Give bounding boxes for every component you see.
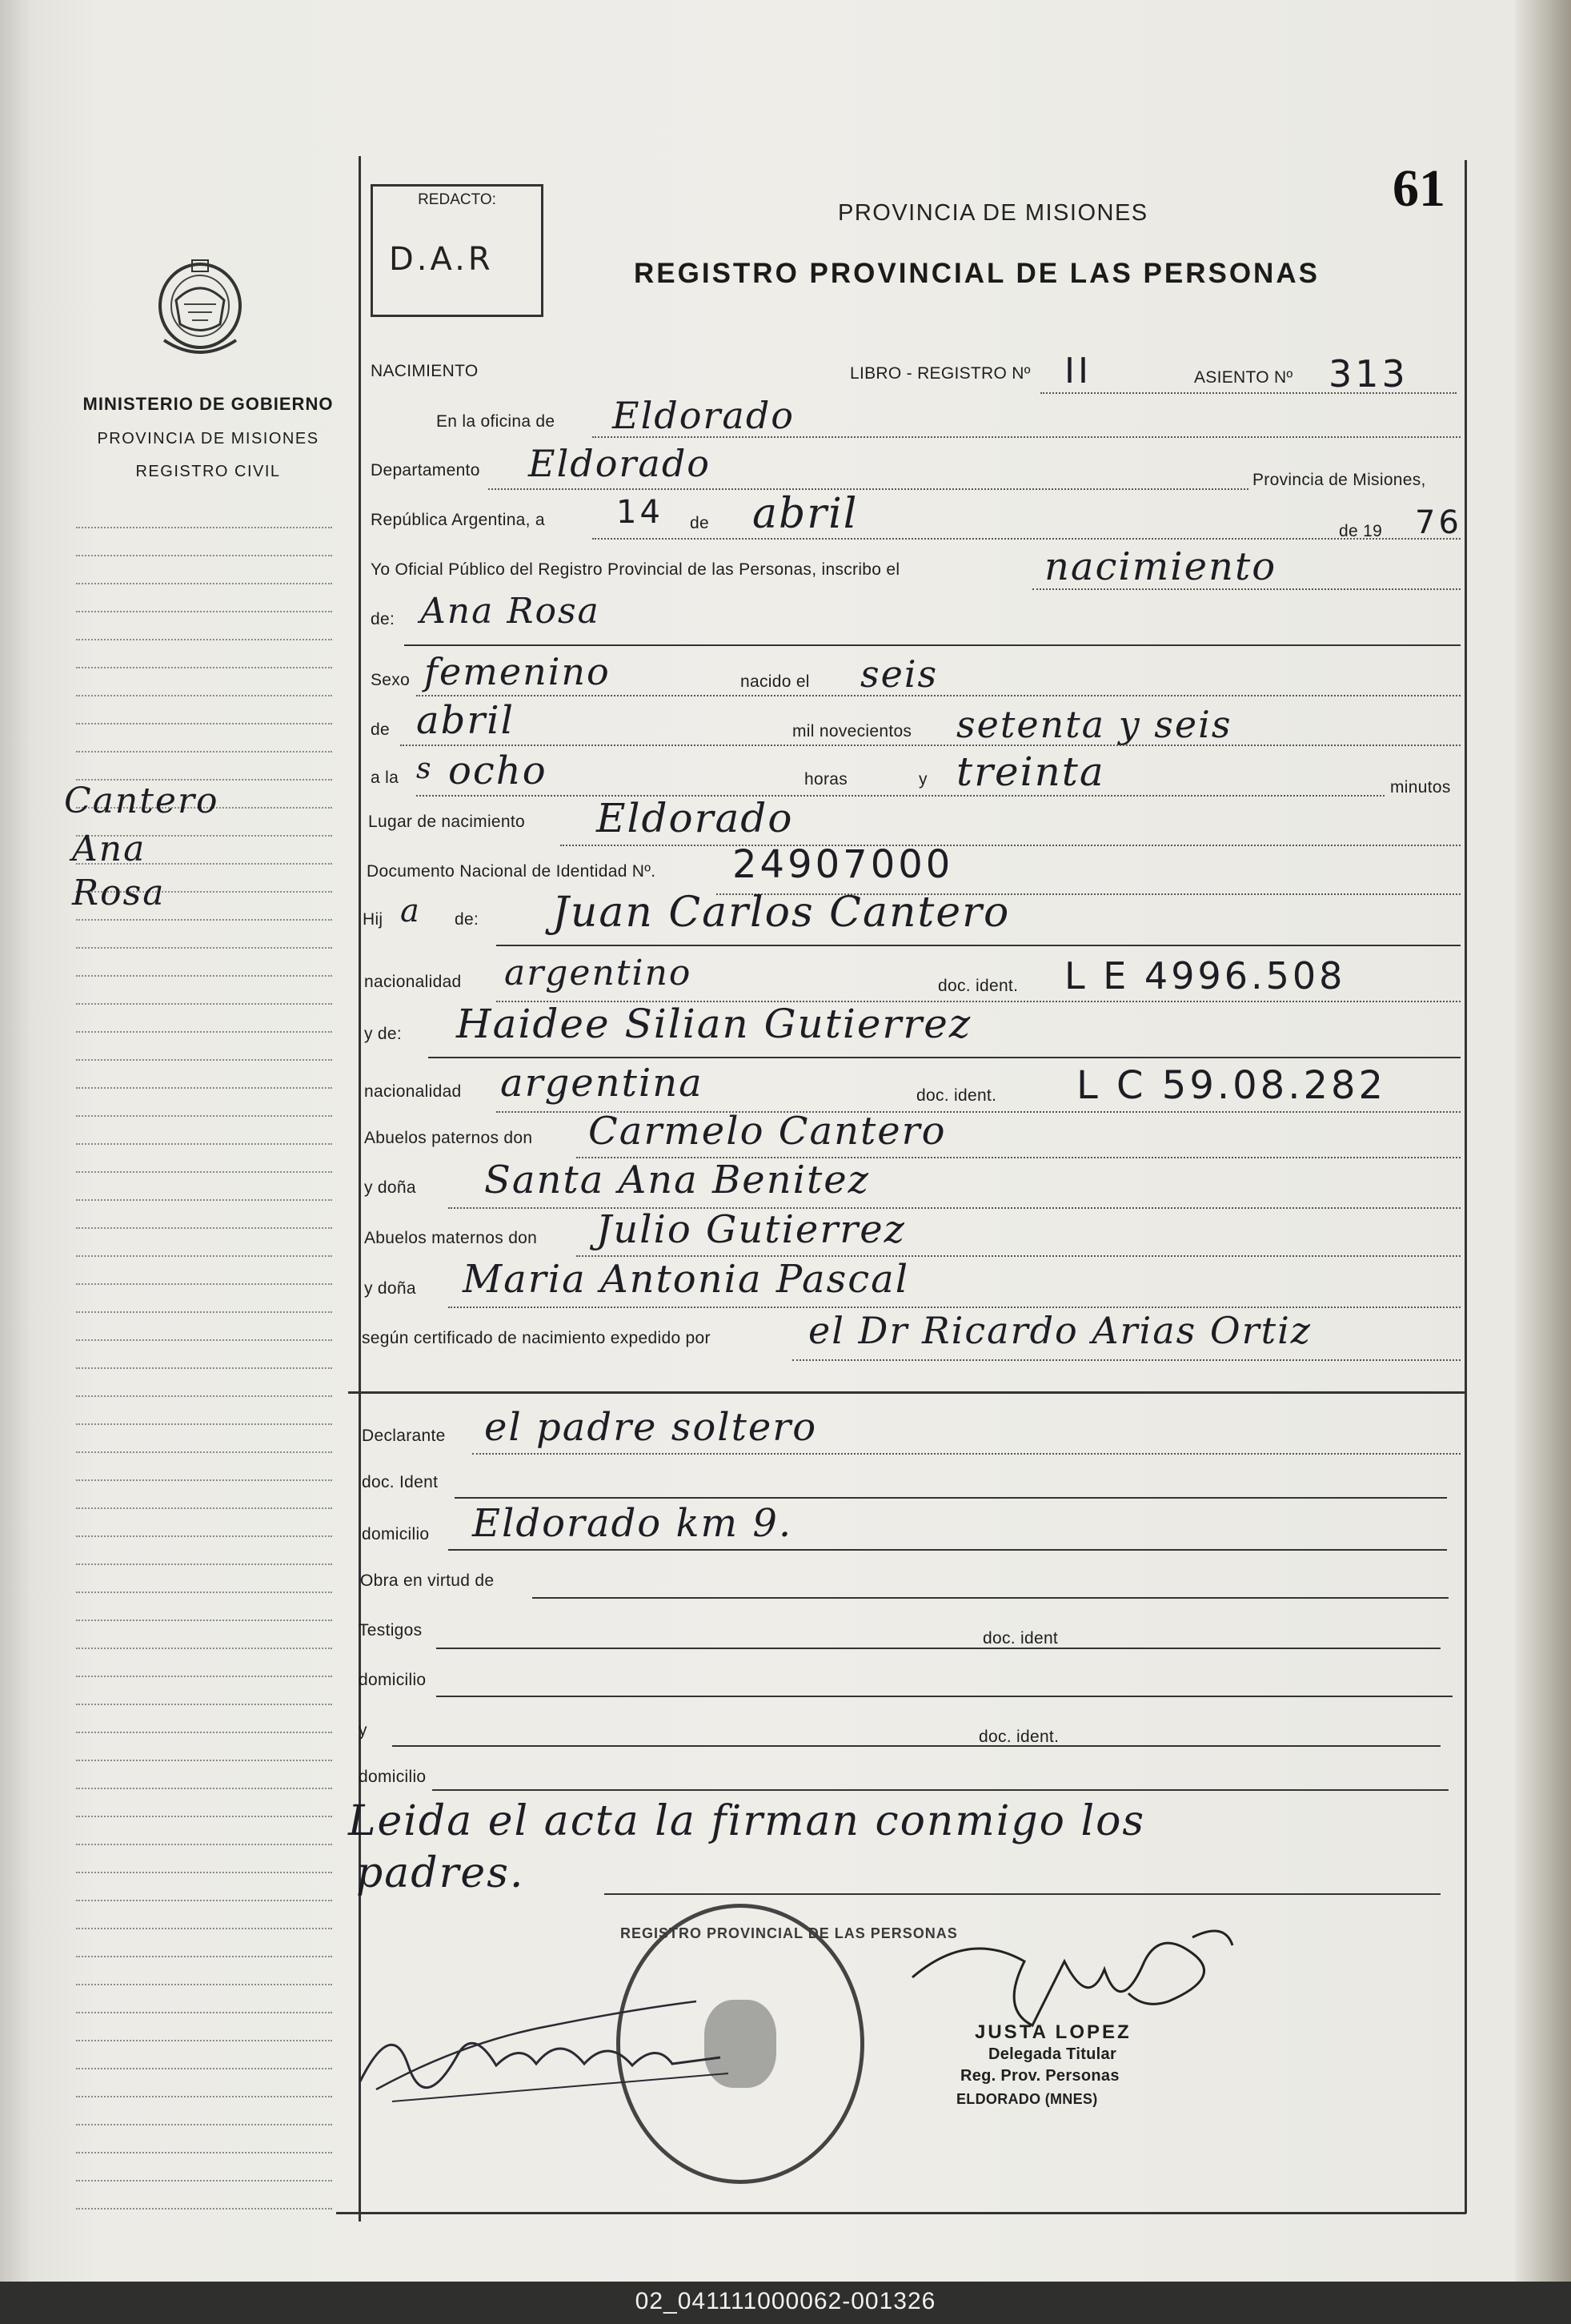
name-underline xyxy=(404,644,1461,646)
oficial-underline xyxy=(1032,588,1461,590)
margin-rule xyxy=(76,1003,332,1005)
year-value: 76 xyxy=(1415,504,1462,541)
departamento-underline xyxy=(488,488,1248,490)
official-title-2: Reg. Prov. Personas xyxy=(960,2067,1120,2085)
abuela-paterna-value: Santa Ana Benitez xyxy=(484,1158,870,1202)
margin-rule xyxy=(76,2040,332,2041)
certificado-value: el Dr Ricardo Arias Ortiz xyxy=(808,1309,1313,1352)
margin-rule xyxy=(76,1311,332,1313)
frame-left-line xyxy=(359,156,361,2222)
margin-rule xyxy=(76,1535,332,1537)
mother-doc-value: L C 59.08.282 xyxy=(1076,1063,1387,1108)
departamento-value: Eldorado xyxy=(528,442,711,485)
testigo2-underline xyxy=(392,1745,1441,1747)
y-label: y xyxy=(919,770,928,789)
day-value: 14 xyxy=(616,494,663,531)
asiento-underline xyxy=(1040,392,1457,394)
margin-rule xyxy=(76,1648,332,1649)
oficina-label: En la oficina de xyxy=(436,412,555,431)
redacto-value: D.A.R xyxy=(389,241,494,278)
obra-label: Obra en virtud de xyxy=(360,1571,495,1590)
margin-rule xyxy=(76,975,332,977)
minutos-value: treinta xyxy=(956,749,1105,795)
mother-label: y de: xyxy=(364,1025,403,1043)
stamp-text: REGISTRO PROVINCIAL DE LAS PERSONAS xyxy=(620,1925,958,1941)
child-name-value: Ana Rosa xyxy=(420,591,600,632)
domicilio-underline xyxy=(448,1549,1447,1551)
footer-filename: 02_041111000062-001326 xyxy=(635,2288,936,2314)
lugar-label: Lugar de nacimiento xyxy=(368,813,525,831)
margin-rule xyxy=(76,1255,332,1257)
fecha-underline xyxy=(592,538,1461,540)
oficina-value: Eldorado xyxy=(612,394,795,437)
margin-rule xyxy=(76,1283,332,1285)
month-value: abril xyxy=(752,490,859,538)
footer-bar xyxy=(0,2282,1571,2324)
frame-bottom-line xyxy=(336,2212,1466,2214)
hijo-label: Hij xyxy=(363,910,383,929)
declarante-domicilio-label: domicilio xyxy=(362,1525,430,1543)
declarant-signature xyxy=(344,1969,760,2113)
margin-rule xyxy=(76,527,332,528)
declarante-underline xyxy=(472,1453,1461,1455)
abuelos-paternos-label: Abuelos paternos don xyxy=(364,1129,533,1147)
hijo-de-label: de: xyxy=(455,910,479,929)
horas-label: horas xyxy=(804,770,848,789)
margin-rule xyxy=(76,1928,332,1929)
government-seal xyxy=(148,256,252,368)
margin-rule xyxy=(76,611,332,612)
official-title-1: Delegada Titular xyxy=(988,2045,1117,2063)
inscribe-value: nacimiento xyxy=(1044,544,1277,589)
asiento-label: ASIENTO Nº xyxy=(1194,368,1293,387)
margin-note-surname: Cantero xyxy=(64,781,219,821)
closing-line-1: Leida el acta la firman conmigo los xyxy=(348,1797,1146,1845)
father-underline xyxy=(496,945,1461,946)
sexo-underline xyxy=(416,695,1461,696)
testigo2-label: y xyxy=(359,1721,367,1740)
redacto-label: REDACTO: xyxy=(418,191,496,208)
libro-value: II xyxy=(1064,351,1092,391)
obra-underline xyxy=(532,1597,1449,1599)
margin-rule xyxy=(76,1900,332,1901)
margin-rule xyxy=(76,1339,332,1341)
a-las-label: a la xyxy=(371,769,399,787)
declarante-doc-label: doc. Ident xyxy=(362,1473,439,1491)
margin-rule xyxy=(76,1171,332,1173)
father-doc-value: L E 4996.508 xyxy=(1064,954,1346,997)
ministry-registry: REGISTRO CIVIL xyxy=(135,463,281,480)
nacido-label: nacido el xyxy=(740,672,810,691)
name-label: de: xyxy=(371,610,395,628)
certificado-underline xyxy=(792,1359,1461,1361)
margin-rule xyxy=(76,555,332,556)
provincia-label: Provincia de Misiones, xyxy=(1252,471,1426,489)
margin-rule xyxy=(76,2152,332,2153)
abuelos-maternos-label: Abuelos maternos don xyxy=(364,1229,538,1247)
province-heading: PROVINCIA DE MISIONES xyxy=(838,200,1148,226)
hora-suffix-value: s xyxy=(416,753,433,785)
testigo2-domicilio-label: domicilio xyxy=(359,1768,427,1786)
hijo-suffix-value: a xyxy=(400,893,421,929)
margin-rule xyxy=(76,1844,332,1845)
abuela-paterna-label: y doña xyxy=(364,1178,416,1197)
republica-label: República Argentina, a xyxy=(371,511,545,529)
de-label: de xyxy=(690,514,709,532)
margin-rule xyxy=(76,919,332,921)
father-nationality-label: nacionalidad xyxy=(364,973,462,991)
closing-underline xyxy=(604,1893,1441,1895)
margin-rule xyxy=(76,1704,332,1705)
margin-rule xyxy=(76,583,332,584)
page-edge xyxy=(1515,0,1571,2282)
father-nationality-value: argentino xyxy=(504,953,692,993)
margin-note-name-1: Ana xyxy=(72,829,146,869)
redacto-box xyxy=(371,184,543,317)
de-month-label: de xyxy=(371,720,390,739)
margin-rule xyxy=(76,639,332,640)
hora-value: ocho xyxy=(448,749,547,793)
margin-rule xyxy=(76,947,332,949)
margin-rule xyxy=(76,1087,332,1089)
margin-rule xyxy=(76,1507,332,1509)
margin-rule xyxy=(76,667,332,668)
testigo2-doc-label: doc. ident. xyxy=(979,1728,1060,1746)
page-number: 61 xyxy=(1393,159,1445,218)
declarante-label: Declarante xyxy=(362,1427,446,1445)
oficina-underline xyxy=(592,436,1461,438)
mes-underline xyxy=(400,745,1461,746)
minutos-label: minutos xyxy=(1390,778,1451,797)
ministry-province: PROVINCIA DE MISIONES xyxy=(97,430,319,448)
year-prefix-label: de 19 xyxy=(1339,522,1383,540)
testigos-label: Testigos xyxy=(359,1621,423,1640)
margin-rule xyxy=(76,1620,332,1621)
abuela-mat-underline xyxy=(448,1306,1461,1308)
frame-right-line xyxy=(1465,160,1467,2214)
abuela-materna-value: Maria Antonia Pascal xyxy=(463,1257,910,1302)
closing-line-2: padres. xyxy=(356,1849,525,1897)
hora-underline xyxy=(416,795,1385,797)
margin-rule xyxy=(76,1199,332,1201)
margin-rule xyxy=(76,2096,332,2097)
margin-rule xyxy=(76,1115,332,1117)
abuelo-materno-value: Julio Gutierrez xyxy=(596,1207,906,1252)
year-words-value: setenta y seis xyxy=(956,703,1232,746)
margin-rule xyxy=(76,1872,332,1873)
official-name: JUSTA LOPEZ xyxy=(975,2021,1132,2043)
testigos-underline xyxy=(436,1648,1441,1649)
oficial-label: Yo Oficial Público del Registro Provincial de las Personas, inscribo el xyxy=(371,560,900,579)
margin-note-name-2: Rosa xyxy=(72,873,166,913)
mil-label: mil novecientos xyxy=(792,722,912,741)
father-name-value: Juan Carlos Cantero xyxy=(552,889,1011,937)
margin-rule xyxy=(76,1676,332,1677)
nacido-value: seis xyxy=(860,652,939,696)
margin-rule xyxy=(76,695,332,696)
lugar-value: Eldorado xyxy=(596,795,794,841)
departamento-label: Departamento xyxy=(371,461,480,480)
margin-rule xyxy=(76,1031,332,1033)
nacido-month-value: abril xyxy=(416,698,515,743)
margin-rule xyxy=(76,1788,332,1789)
sexo-value: femenino xyxy=(424,650,611,693)
margin-rule xyxy=(76,1395,332,1397)
mother-underline xyxy=(428,1057,1461,1058)
official-place: ELDORADO (MNES) xyxy=(956,2091,1098,2107)
abuelo-paterno-value: Carmelo Cantero xyxy=(588,1109,947,1154)
father-doc-label: doc. ident. xyxy=(938,977,1019,995)
margin-rule xyxy=(76,751,332,753)
margin-rule xyxy=(76,1956,332,1957)
margin-rule xyxy=(76,1059,332,1061)
libro-label: LIBRO - REGISTRO Nº xyxy=(850,364,1031,383)
margin-rule xyxy=(76,1732,332,1733)
margin-rule xyxy=(76,1451,332,1453)
mother-nationality-value: argentina xyxy=(500,1061,703,1106)
margin-rule xyxy=(76,1760,332,1761)
registry-title: REGISTRO PROVINCIAL DE LAS PERSONAS xyxy=(634,258,1320,289)
testigo-domicilio-underline xyxy=(436,1696,1453,1697)
margin-rule xyxy=(76,1143,332,1145)
margin-rule xyxy=(76,1984,332,1985)
margin-rule xyxy=(76,723,332,724)
margin-rule xyxy=(76,1479,332,1481)
testigo-domicilio-label: domicilio xyxy=(359,1671,427,1689)
margin-rule xyxy=(76,1816,332,1817)
testigo2-domicilio-underline xyxy=(432,1789,1449,1791)
margin-rule xyxy=(76,2180,332,2182)
margin-rule xyxy=(76,1563,332,1565)
section-divider xyxy=(348,1391,1465,1394)
sexo-label: Sexo xyxy=(371,671,411,689)
declarante-domicilio-value: Eldorado km 9. xyxy=(472,1501,793,1546)
margin-rule xyxy=(76,2208,332,2210)
margin-rule xyxy=(76,1423,332,1425)
mother-name-value: Haidee Silian Gutierrez xyxy=(456,1001,972,1047)
lugar-underline xyxy=(560,845,1461,846)
ministry-name: MINISTERIO DE GOBIERNO xyxy=(82,394,334,414)
mother-nationality-label: nacionalidad xyxy=(364,1082,462,1101)
asiento-value: 313 xyxy=(1329,352,1409,395)
declarante-doc-underline xyxy=(455,1497,1447,1499)
testigo-doc-label: doc. ident xyxy=(983,1629,1059,1648)
margin-rule xyxy=(76,1367,332,1369)
margin-rule xyxy=(76,2068,332,2069)
abuela-materna-label: y doña xyxy=(364,1279,416,1298)
dni-value: 24907000 xyxy=(732,842,954,887)
record-type: NACIMIENTO xyxy=(371,362,479,380)
certificado-label: según certificado de nacimiento expedido por xyxy=(362,1329,711,1347)
margin-rule xyxy=(76,2012,332,2013)
mother-doc-label: doc. ident. xyxy=(916,1086,997,1105)
margin-rule xyxy=(76,1227,332,1229)
declarante-value: el padre soltero xyxy=(484,1405,818,1450)
margin-rule xyxy=(76,2124,332,2125)
margin-rule xyxy=(76,1591,332,1593)
dni-label: Documento Nacional de Identidad Nº. xyxy=(367,862,656,881)
